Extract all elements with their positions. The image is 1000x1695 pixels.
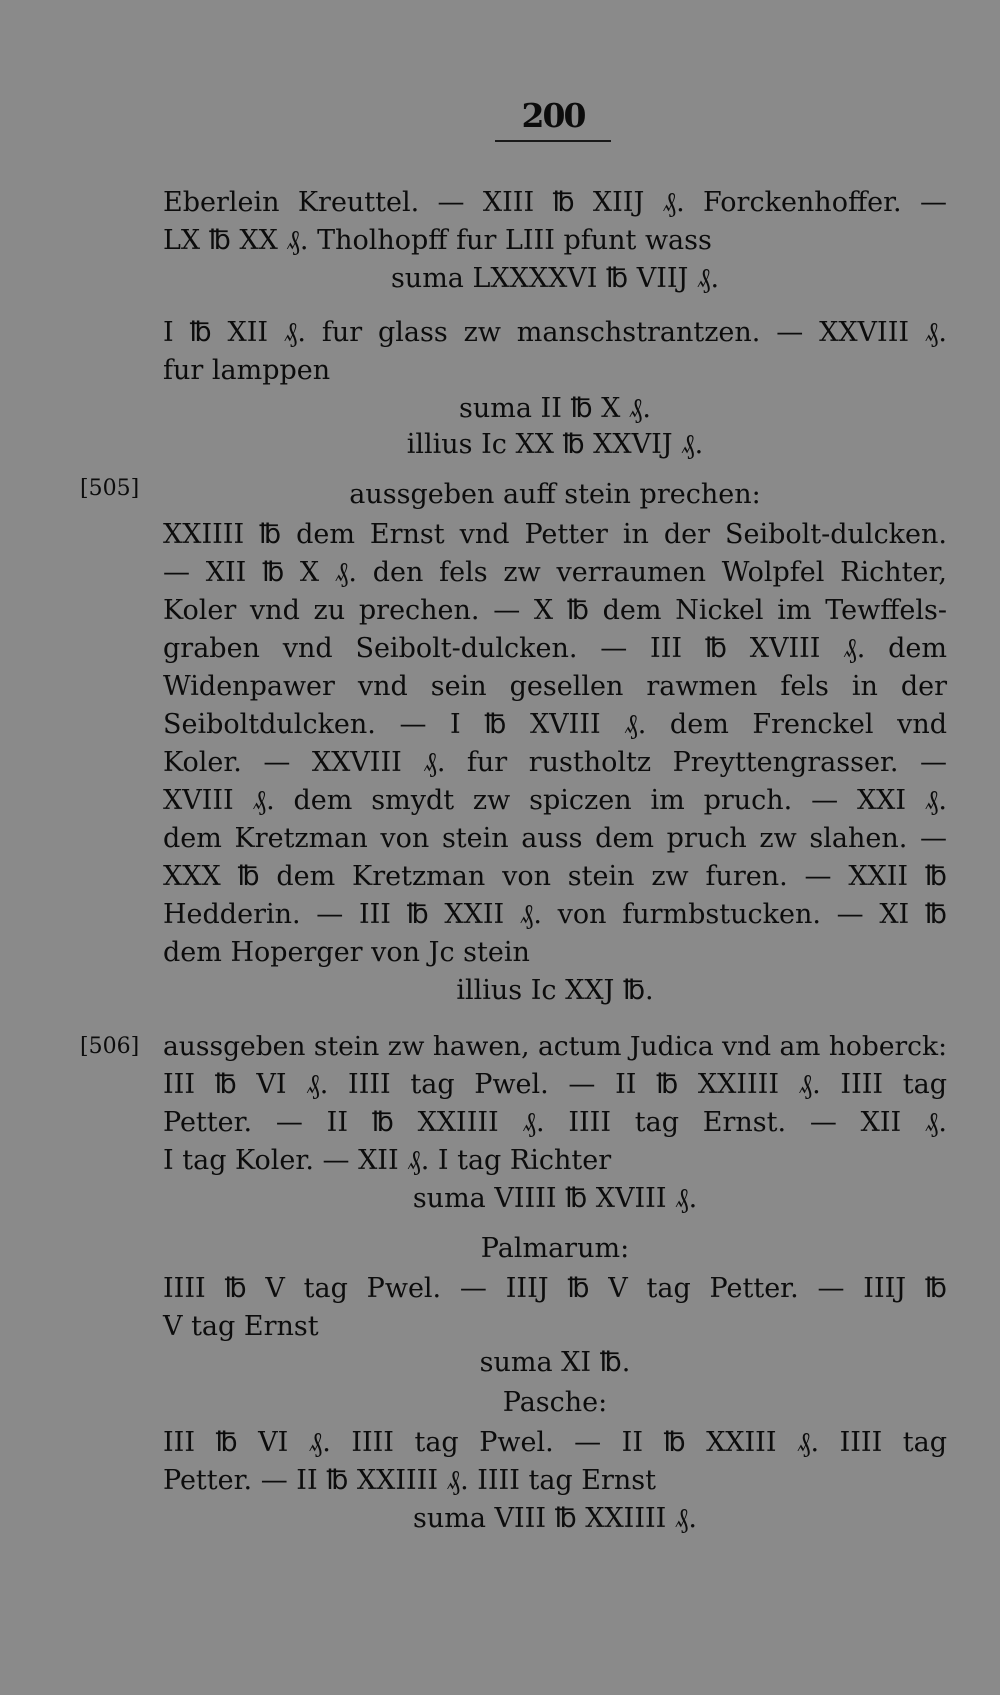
margin-note-505: [505]	[80, 476, 140, 501]
sum-line: suma II ℔ X ₰.	[459, 393, 651, 424]
sum-line: suma VIII ℔ XXIIII ₰.	[412, 1503, 698, 1534]
text-line: dem Hoperger von Jc stein	[163, 937, 530, 968]
text-line: III ℔ VI ₰. IIII tag Pwel. — II ℔ XXIII ₰. IIII tag	[163, 1427, 947, 1458]
section-heading: aussgeben stein zw hawen, actum Judica vnd am hoberck:	[163, 1031, 948, 1062]
text-line: III ℔ VI ₰. IIII tag Pwel. — II ℔ XXIIII ₰. IIII tag	[163, 1069, 947, 1100]
sum-line: suma XI ℔.	[479, 1347, 631, 1378]
text-line: XVIII ₰. dem smydt zw spiczen im pruch. — XXI ₰.	[163, 785, 947, 816]
sum-line: suma VIIII ℔ XVIII ₰.	[412, 1183, 698, 1214]
text-line: Petter. — II ℔ XXIIII ₰. IIII tag Ernst	[163, 1465, 657, 1496]
text-line: I ℔ XII ₰. fur glass zw manschstrantzen. — XXVIII ₰.	[163, 317, 947, 348]
text-line: Seiboltdulcken. — I ℔ XVIII ₰. dem Frenckel vnd	[163, 709, 947, 740]
text-line: XXX ℔ dem Kretzman von stein zw furen. — XXII ℔	[163, 861, 947, 892]
text-line: fur lamppen	[163, 355, 331, 386]
text-line: Hedderin. — III ℔ XXII ₰. von furmbstucken. — XI ℔	[163, 899, 947, 930]
text-line: — XII ℔ X ₰. den fels zw verraumen Wolpfel Richter,	[163, 557, 947, 588]
text-line: Widenpawer vnd sein gesellen rawmen fels in der	[163, 671, 947, 702]
text-line: V tag Ernst	[163, 1311, 319, 1342]
section-heading: Palmarum:	[480, 1233, 630, 1264]
section-heading: Pasche:	[502, 1387, 608, 1418]
page-number-rule	[495, 140, 611, 142]
text-line: XXIIII ℔ dem Ernst vnd Petter in der Seibolt-dulcken.	[163, 519, 947, 550]
text-line: Koler. — XXVIII ₰. fur rustholtz Preyttengrasser. —	[163, 747, 947, 778]
text-line: LX ℔ XX ₰. Tholhopff fur LIII pfunt wass	[163, 225, 712, 256]
text-line: Eberlein Kreuttel. — XIII ℔ XIIJ ₰. Forckenhoffer. —	[163, 187, 947, 218]
text-line: graben vnd Seibolt-dulcken. — III ℔ XVIII ₰. dem	[163, 633, 947, 664]
text-line: Koler vnd zu prechen. — X ℔ dem Nickel im Tewffels-	[163, 595, 947, 626]
total-line: illius Ic XXJ ℔.	[456, 975, 654, 1006]
total-line: illius Ic XX ℔ XXVIJ ₰.	[406, 429, 704, 460]
section-heading: aussgeben auff stein prechen:	[349, 479, 761, 510]
sum-line: suma LXXXXVI ℔ VIIJ ₰.	[390, 263, 720, 294]
text-line: dem Kretzman von stein auss dem pruch zw slahen. —	[163, 823, 947, 854]
text-line: Petter. — II ℔ XXIIII ₰. IIII tag Ernst. — XII ₰.	[163, 1107, 947, 1138]
margin-note-506: [506]	[80, 1034, 140, 1059]
text-line: IIII ℔ V tag Pwel. — IIIJ ℔ V tag Petter. — IIIJ ℔	[163, 1273, 947, 1304]
text-line: I tag Koler. — XII ₰. I tag Richter	[163, 1145, 612, 1176]
page-number: 200	[521, 96, 585, 135]
